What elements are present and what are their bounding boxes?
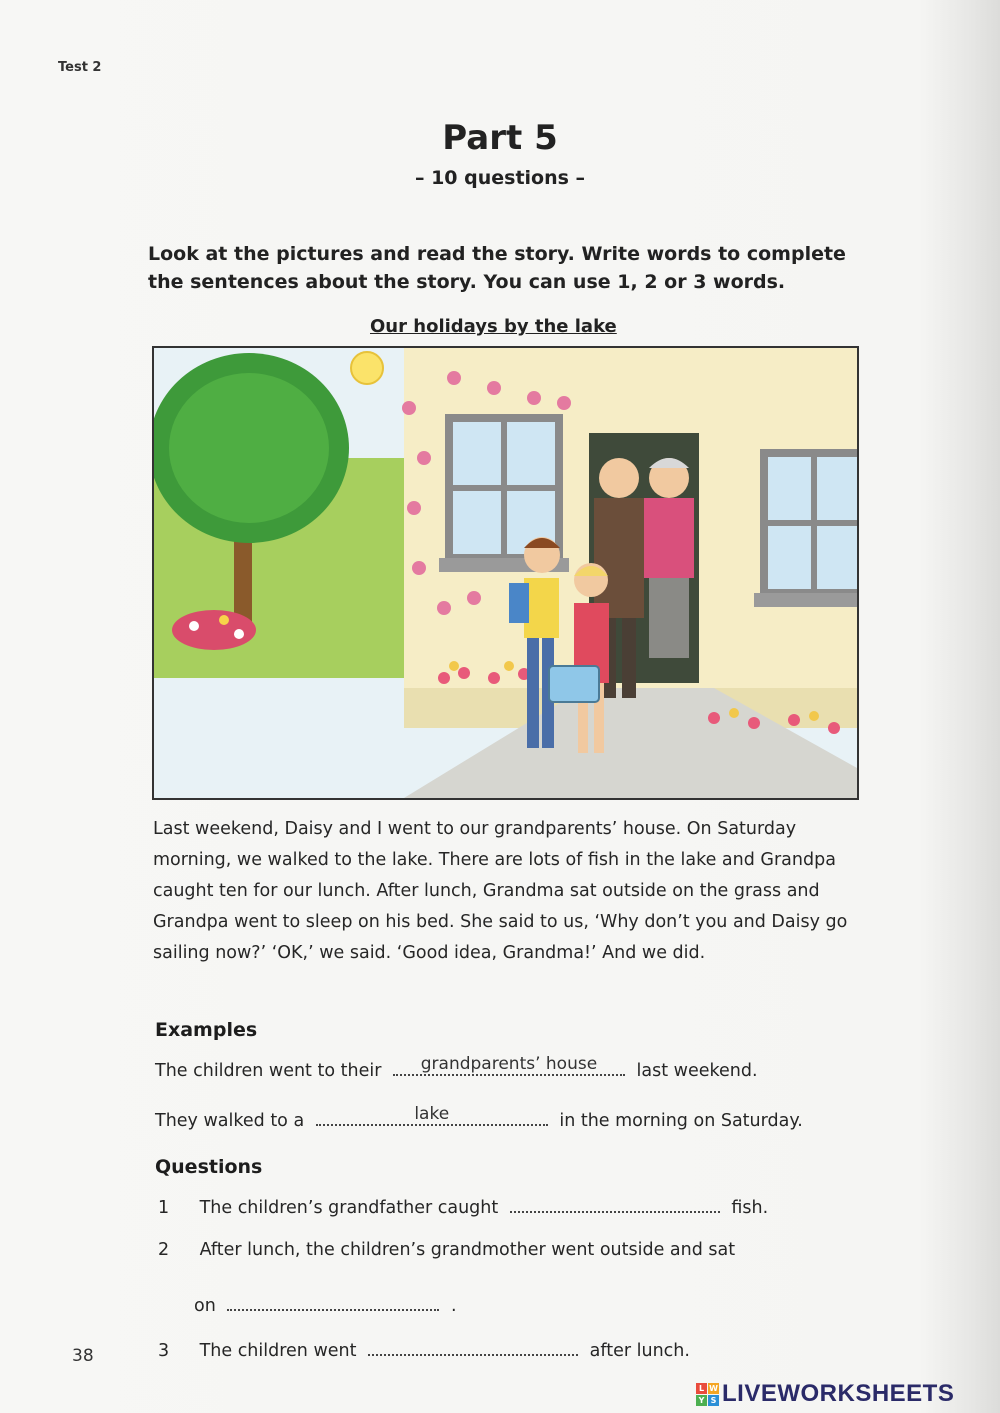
question-1-number: 1	[158, 1198, 170, 1218]
story-title: Our holidays by the lake	[370, 316, 617, 337]
example-2-after: in the morning on Saturday.	[559, 1111, 803, 1131]
logo-icon: L W Y S	[696, 1383, 719, 1406]
page-number: 38	[72, 1346, 94, 1366]
examples-heading: Examples	[155, 1019, 258, 1041]
question-2	[158, 1240, 735, 1260]
question-1	[158, 1193, 768, 1218]
logo-text: LIVEWORKSHEETS	[722, 1380, 955, 1407]
example-1-before: The children went to their	[155, 1061, 382, 1081]
instructions: Look at the pictures and read the story. Write words to complete the sentences about the story. You can use 1, 2 or 3 words.	[148, 243, 846, 293]
question-3-number: 3	[158, 1341, 170, 1361]
story-illustration	[152, 346, 859, 800]
question-1-after: fish.	[731, 1198, 769, 1218]
example-2	[155, 1106, 803, 1131]
question-2-before: After lunch, the children’s grandmother went outside and sat	[199, 1240, 736, 1260]
question-2-line2-before: on	[194, 1296, 216, 1316]
question-1-before: The children’s grandfather caught	[199, 1198, 499, 1218]
example-1-after: last weekend.	[636, 1061, 758, 1081]
questions-heading: Questions	[155, 1156, 263, 1178]
story-text: Last weekend, Daisy and I went to our grandparents’ house. On Saturday morning, we walked to the lake. There are lots of fish in the lake and Grandpa caught ten for our lunch. After lunch, Grandma sat outside on the grass and Grandpa went to sleep on his bed. She said to us, ‘Why don’t you and Daisy go sailing now?’ ‘OK,’ we said. ‘Good idea, Grandma!’ And we did.	[153, 819, 848, 963]
test-label: Test 2	[58, 60, 102, 75]
question-1-answer-line[interactable]	[510, 1193, 720, 1213]
question-2-line-2	[194, 1291, 457, 1316]
example-2-answer-line	[316, 1106, 548, 1126]
question-3-after: after lunch.	[589, 1341, 690, 1361]
question-3	[158, 1336, 690, 1361]
part-subtitle: – 10 questions –	[414, 167, 586, 189]
example-2-before: They walked to a	[155, 1111, 305, 1131]
question-3-answer-line[interactable]	[368, 1336, 578, 1356]
question-3-before: The children went	[199, 1341, 357, 1361]
example-1-answer: grandparents’ house	[420, 1054, 598, 1074]
part-title: Part 5	[442, 118, 558, 158]
house-scene-image	[154, 348, 857, 798]
question-2-number: 2	[158, 1240, 170, 1260]
question-2-answer-line[interactable]	[227, 1291, 439, 1311]
example-2-answer: lake	[414, 1104, 450, 1124]
liveworksheets-logo	[696, 1380, 954, 1408]
question-2-after: .	[450, 1296, 457, 1316]
example-1	[155, 1056, 758, 1081]
example-1-answer-line	[393, 1056, 625, 1076]
